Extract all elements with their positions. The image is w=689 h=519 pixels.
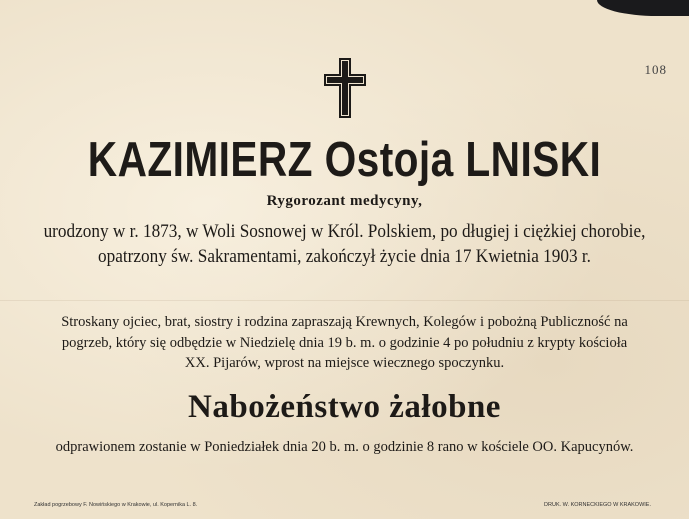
occupation: Rygorozant medycyny, [266, 193, 423, 209]
deceased-name: KAZIMIERZ Ostoja LNISKI [87, 133, 602, 187]
page-number: 108 [644, 62, 667, 77]
bio-line: urodzony w r. 1873, w Woli Sosnowej w Król. Polskiem, po długiej i ciężkiej chorobie, [43, 222, 646, 242]
funeral-home-imprint: Zakład pogrzebowy F. Nowińskiego w Krakowie, ul. Kopernika L. 8. [34, 502, 198, 508]
bio-line: opatrzony św. Sakramentami, zakończył życie dnia 17 Kwietnia 1903 r. [98, 247, 591, 267]
invitation-line: XX. Pijarów, wprost na miejsce wiecznego spoczynku. [184, 355, 505, 371]
invitation-line: Stroskany ojciec, brat, siostry i rodzina zapraszają Krewnych, Kolegów i pobożną Publiczność na [61, 314, 628, 330]
service-title: Nabożeństwo żałobne [188, 389, 501, 425]
funeral-invitation [0, 312, 689, 374]
latin-cross-icon [323, 57, 367, 119]
invitation-line: pogrzeb, który się odbędzie w Niedzielę dnia 19 b. m. o godzinie 4 po południu z krypty kościoła [61, 334, 628, 351]
biography [0, 220, 689, 270]
paper-fold [0, 300, 689, 301]
service-detail: odprawionem zostanie w Poniedziałek dnia 20 b. m. o godzinie 8 rano w kościele OO. Kapucynów. [55, 439, 634, 455]
printer-imprint: DRUK. W. KORNECKIEGO W KRAKOWIE. [544, 502, 651, 508]
